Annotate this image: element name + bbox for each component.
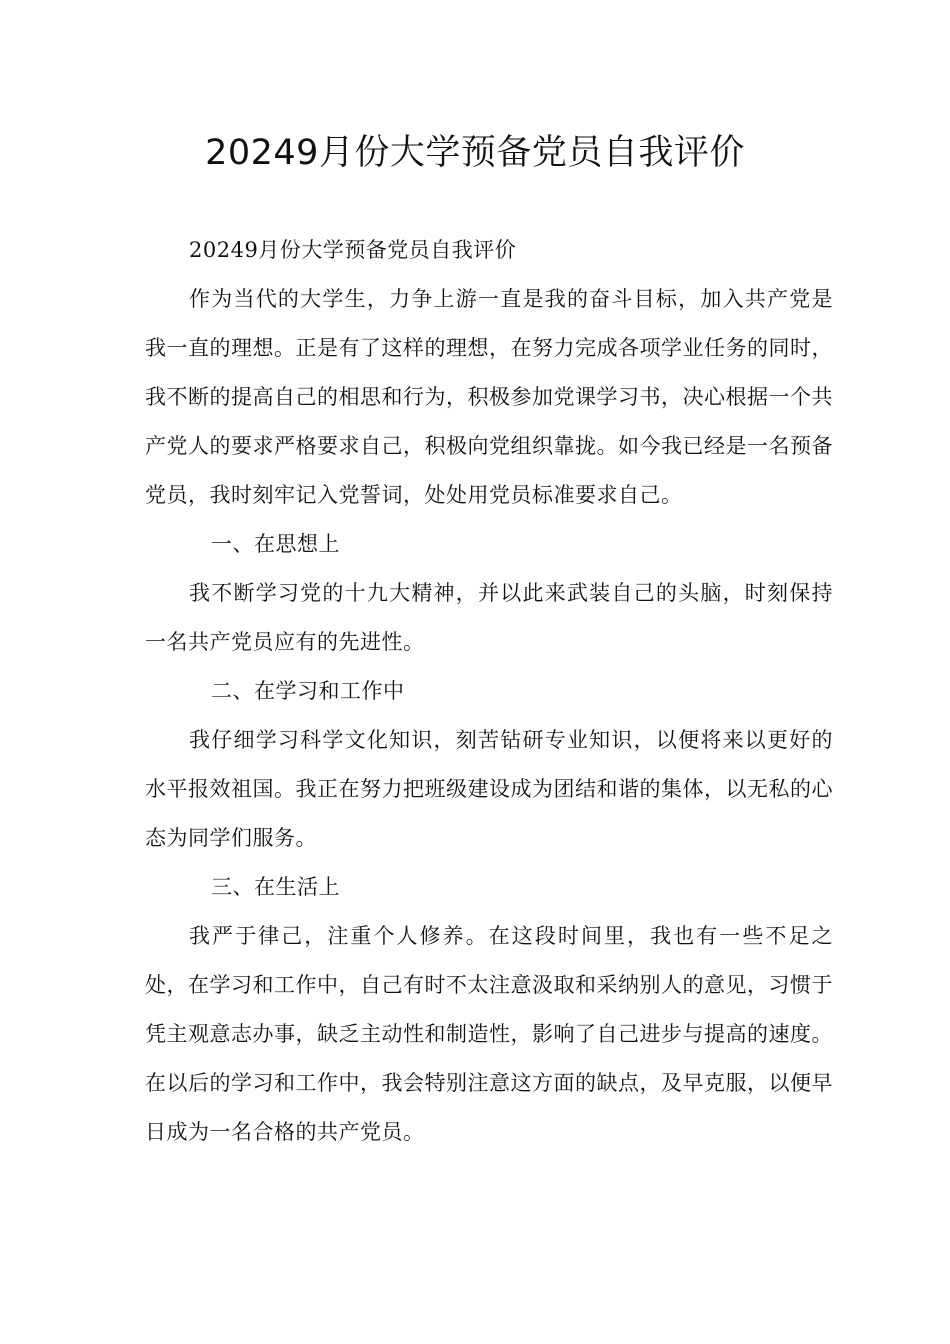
section-heading-study-work: 二、在学习和工作中: [211, 679, 405, 703]
document-body: [145, 226, 833, 1157]
section-heading-life: 三、在生活上: [211, 875, 340, 899]
intro-paragraph: 作为当代的大学生，力争上游一直是我的奋斗目标，加入共产党是我一直的理想。正是有了这样的理想，在努力完成各项学业任务的同时，我不断的提高自己的相思和行为，积极参加党课学习书，决心根据一个共产党人的要求严格要求自己，积极向党组织靠拢。如今我已经是一名预备党员，我时刻牢记入党誓词，处处用党员标准要求自己。: [145, 287, 833, 507]
section-text-study-work: 我仔细学习科学文化知识，刻苦钻研专业知识，以便将来以更好的水平报效祖国。我正在努力把班级建设成为团结和谐的集体，以无私的心态为同学们服务。: [145, 728, 833, 850]
section-text-thought: 我不断学习党的十九大精神，并以此来武装自己的头脑，时刻保持一名共产党员应有的先进性。: [145, 581, 833, 654]
section-heading-thought: 一、在思想上: [211, 532, 340, 556]
document-title: 20249月份大学预备党员自我评价: [205, 133, 745, 173]
document-subtitle: 20249月份大学预备党员自我评价: [189, 238, 517, 262]
section-text-life: 我严于律己，注重个人修养。在这段时间里，我也有一些不足之处，在学习和工作中，自己有时不太注意汲取和采纳别人的意见，习惯于凭主观意志办事，缺乏主动性和制造性，影响了自己进步与提高的速度。在以后的学习和工作中，我会特别注意这方面的缺点，及早克服，以便早日成为一名合格的共产党员。: [145, 924, 833, 1144]
